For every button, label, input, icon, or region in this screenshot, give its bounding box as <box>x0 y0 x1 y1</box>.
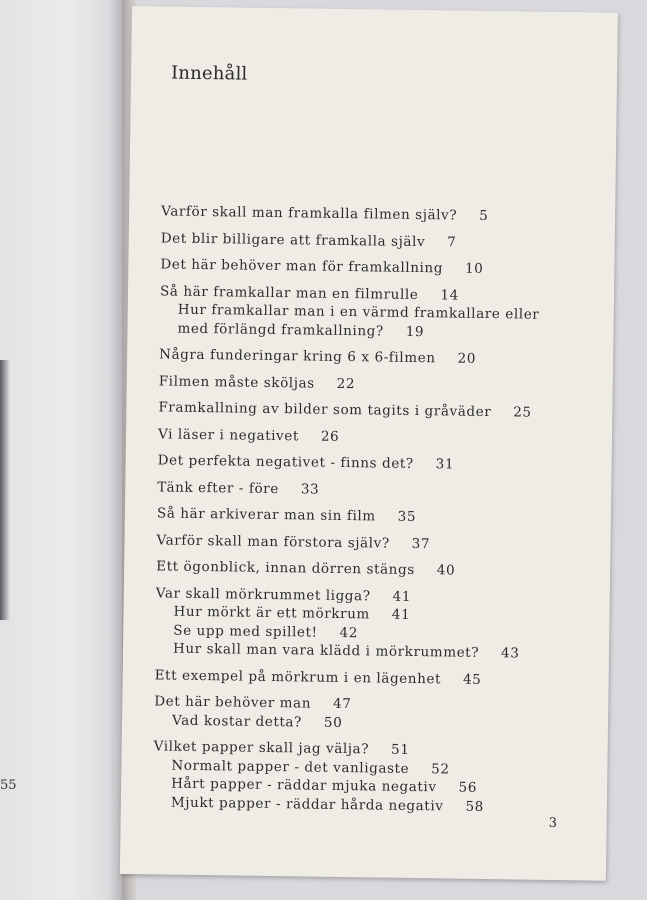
toc-entry-page: 19 <box>405 323 425 340</box>
toc-entry-page: 25 <box>513 404 532 421</box>
toc-entry <box>158 425 588 450</box>
toc-group <box>153 737 584 817</box>
toc-entry-page: 56 <box>458 779 478 796</box>
toc-group <box>157 504 587 529</box>
toc-entry-page: 41 <box>392 588 412 605</box>
page-title: Innehåll <box>170 62 248 85</box>
toc-entry <box>158 451 588 476</box>
toc-entry-title: Framkallning av bilder som tagits i gråväder <box>158 399 492 421</box>
toc-entry <box>156 557 586 582</box>
toc-group <box>155 666 585 691</box>
toc-entry-page: 41 <box>391 606 411 623</box>
toc-entry-page: 10 <box>464 260 484 277</box>
toc-entry-page: 52 <box>431 760 450 778</box>
toc-entry-title: Hur skall man vara klädd i mörkrummet? <box>172 640 480 661</box>
toc-entry-title: Vi läser i negativet <box>157 425 300 444</box>
toc-entry-page: 51 <box>390 741 410 758</box>
toc-group <box>156 557 586 582</box>
toc-entry-title: Se upp med spillet! <box>173 622 318 641</box>
toc-entry <box>159 372 589 397</box>
toc-entry-title: Mjukt papper - räddar hårda negativ <box>170 794 444 814</box>
toc-entry-title: Tänk efter - före <box>157 478 279 497</box>
toc-entry <box>155 666 585 691</box>
toc-entry <box>160 255 590 280</box>
toc-entry-page: 22 <box>336 375 356 392</box>
toc-entry <box>161 202 591 227</box>
toc-entry-title: Hur framkallar man i en värmd framkallare eller <box>177 301 540 323</box>
toc-entry-title: Vad kostar detta? <box>171 712 303 730</box>
toc-group <box>159 345 589 370</box>
toc-entry-title: Det perfekta negativet - finns det? <box>157 452 414 472</box>
toc-entry-page: 26 <box>320 428 340 445</box>
toc-entry-page: 20 <box>457 350 477 367</box>
toc-entry-title: Så här arkiverar man sin film <box>156 505 376 525</box>
toc-entry-page: 33 <box>300 480 320 498</box>
toc-group <box>160 255 590 280</box>
toc-group <box>161 202 591 227</box>
toc-entry-page: 14 <box>440 286 459 304</box>
left-page-number: 55 <box>0 778 17 793</box>
right-page <box>120 6 618 881</box>
toc-entry <box>159 345 589 370</box>
toc-group <box>158 451 588 476</box>
toc-entry-title: Hårt papper - räddar mjuka negativ <box>171 775 437 796</box>
toc-group <box>154 692 584 735</box>
toc-entry <box>161 229 591 254</box>
toc-group <box>156 531 586 556</box>
toc-entry-title: Normalt papper - det vanligaste <box>171 757 410 777</box>
toc-entry-title: Filmen måste sköljas <box>158 372 315 392</box>
toc-entry-page: 37 <box>411 535 431 552</box>
toc-entry-page: 47 <box>332 695 352 713</box>
toc-entry-page: 7 <box>447 233 457 251</box>
toc-entry-page: 31 <box>435 456 455 473</box>
toc-entry-page: 42 <box>339 624 359 641</box>
toc-entry-title: Det här behöver man för framkallning <box>160 256 444 277</box>
toc-entry <box>158 398 588 423</box>
toc-entry-page: 5 <box>479 207 489 224</box>
toc-entry-page: 43 <box>500 645 520 662</box>
page-number: 3 <box>548 815 558 832</box>
toc-entry-title: Ett ögonblick, innan dörren stängs <box>156 558 415 579</box>
toc-group <box>161 229 591 254</box>
toc-entry-title: Några funderingar kring 6 x 6-filmen <box>159 346 436 367</box>
toc-entry-page: 45 <box>462 671 482 688</box>
toc-entry-page: 50 <box>323 714 343 731</box>
toc-entry <box>157 504 587 529</box>
toc-entry-title: Var skall mörkrummet ligga? <box>155 584 371 604</box>
toc-entry-title: Vilket papper skall jag välja? <box>153 738 370 758</box>
toc-group <box>158 398 588 423</box>
toc-entry-title: med förlängd framkallning? <box>177 320 384 340</box>
toc-group <box>159 372 589 397</box>
toc-group <box>157 478 587 503</box>
toc-entry-page: 58 <box>465 798 485 815</box>
toc-entry-page: 40 <box>436 562 456 579</box>
toc-entry <box>156 531 586 556</box>
toc-entry <box>157 478 587 503</box>
toc-group <box>159 282 590 343</box>
toc-entry-title: Det blir billigare att framkalla själv <box>160 229 426 250</box>
table-of-contents <box>153 202 592 825</box>
toc-entry-title: Varför skall man förstora själv? <box>156 531 390 552</box>
toc-entry-title: Ett exempel på mörkrum i en lägenhet <box>154 666 442 687</box>
toc-group <box>158 425 588 450</box>
toc-entry-title: Varför skall man framkalla filmen själv? <box>161 203 458 224</box>
toc-entry-title: Det här behöver man <box>154 693 312 712</box>
toc-group <box>155 584 586 664</box>
toc-entry-page: 35 <box>397 508 417 526</box>
toc-entry-title: Hur mörkt är ett mörkrum <box>173 603 370 623</box>
left-page <box>0 0 122 900</box>
toc-entry-title: Så här framkallar man en filmrulle <box>159 282 419 303</box>
left-page-shadow <box>0 360 10 620</box>
